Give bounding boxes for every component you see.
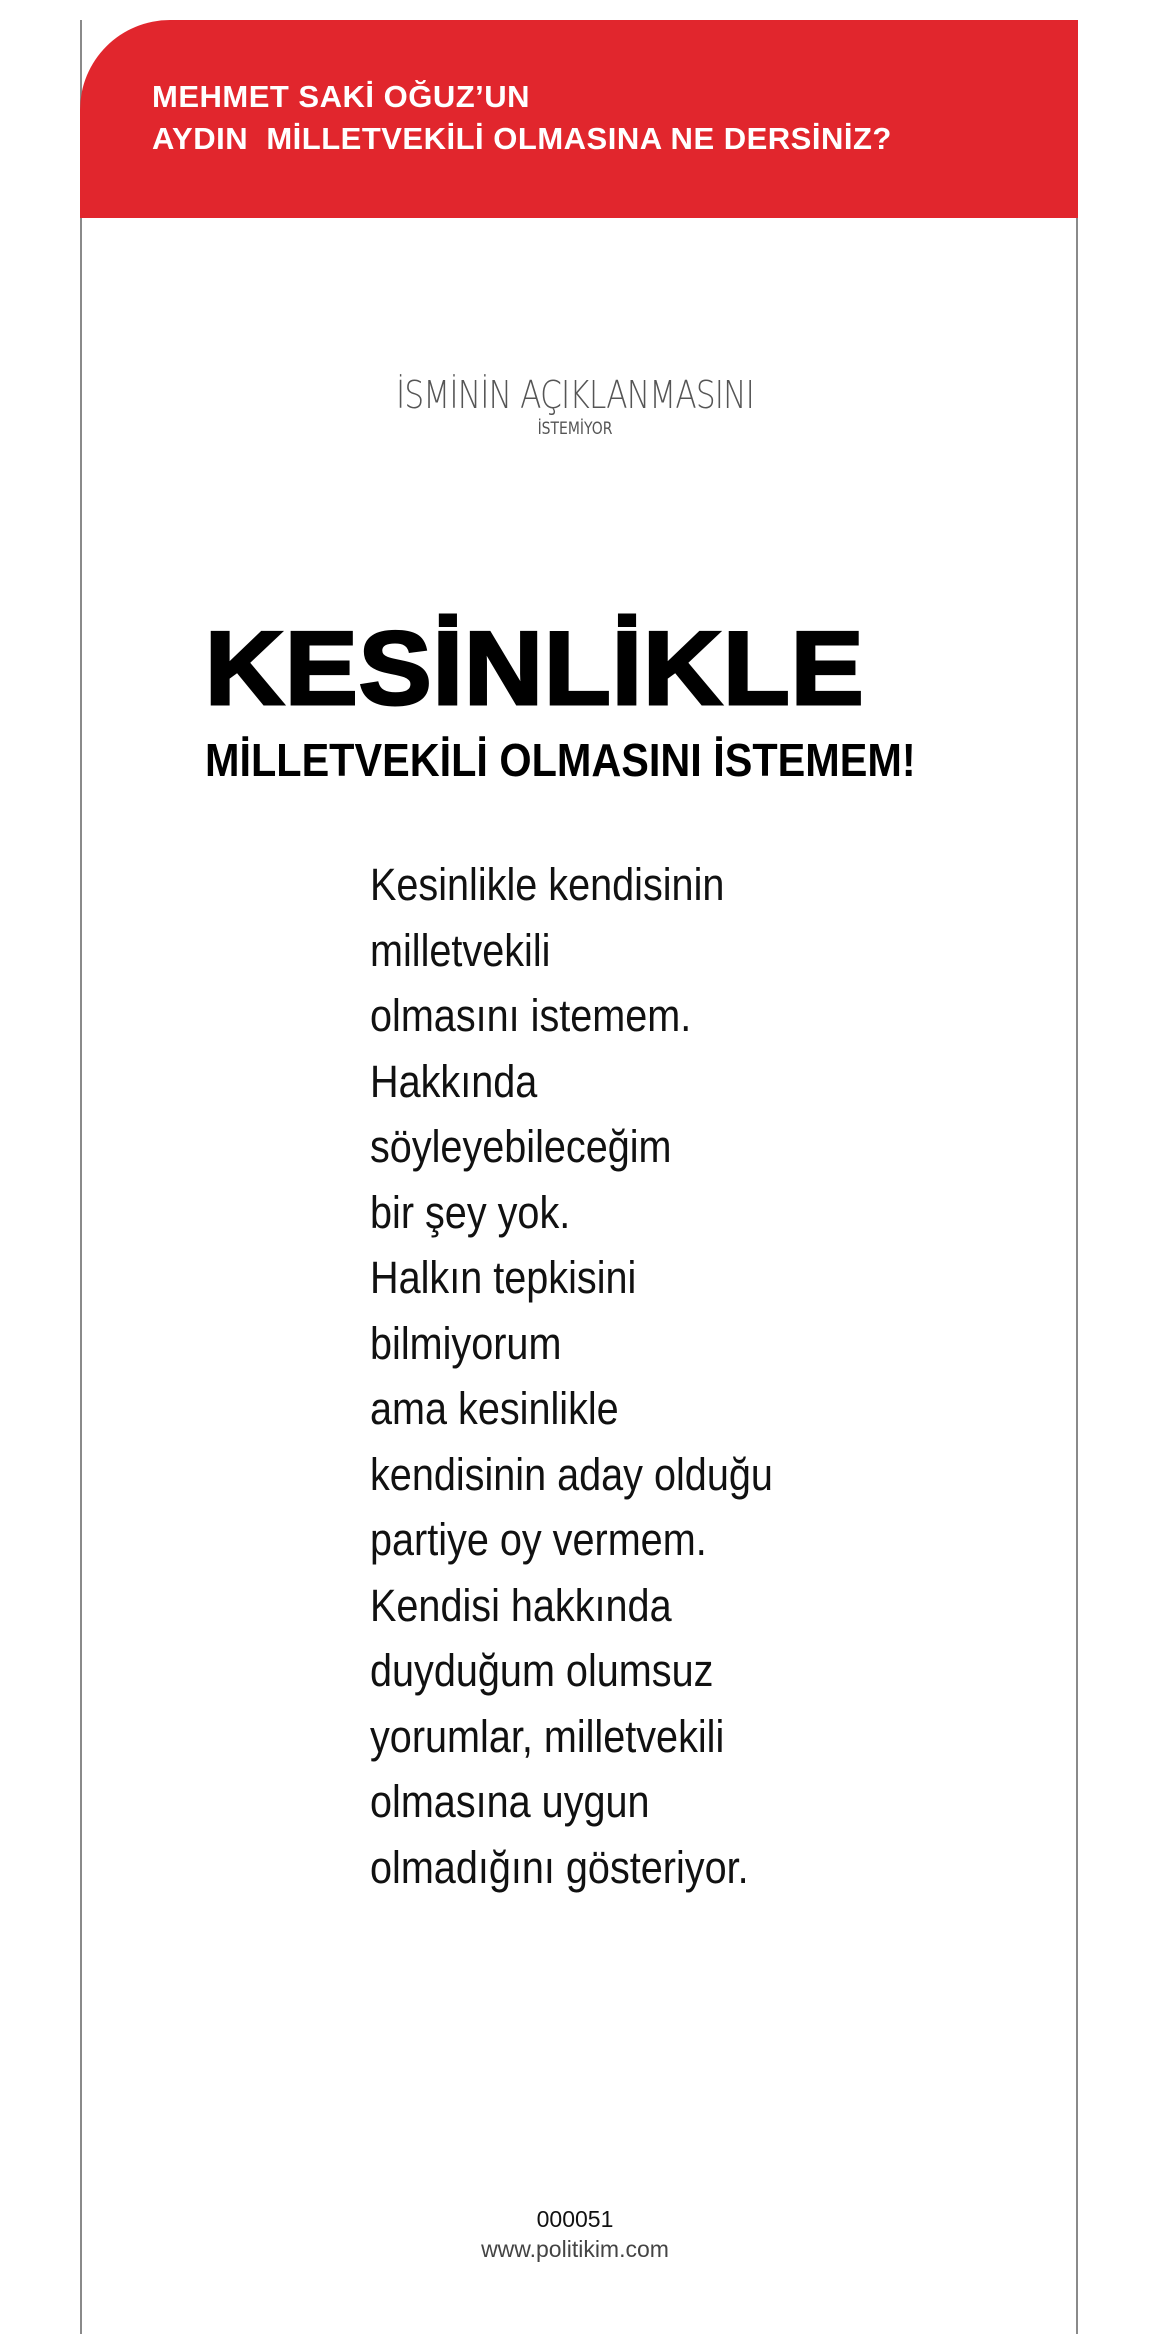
answer-line: bilmiyorum	[370, 1317, 562, 1369]
answer-headline	[205, 610, 1005, 788]
entry-code: 000051	[536, 2206, 614, 2232]
answer-line: yorumlar, milletvekili	[370, 1710, 725, 1762]
question-line-2: AYDIN MİLLETVEKİLİ OLMASINA NE DERSİNİZ?	[152, 121, 892, 156]
answer-headline-main: KESİNLİKLE	[205, 611, 865, 727]
answer-line: olmadığını gösteriyor.	[370, 1841, 749, 1893]
answer-line: olmasını istemem.	[370, 990, 692, 1041]
footer	[0, 2204, 1150, 2264]
answer-line: Kesinlikle kendisinin	[370, 859, 725, 910]
respondent-block	[0, 372, 1150, 440]
answer-line: duyduğum olumsuz	[370, 1645, 714, 1696]
site-url: www.politikim.com	[481, 2236, 669, 2262]
answer-line: Kendisi hakkında	[370, 1579, 672, 1631]
respondent-note: İSTEMİYOR	[537, 419, 613, 439]
answer-line: olmasına uygun	[370, 1776, 650, 1827]
answer-line: Hakkında	[370, 1055, 538, 1107]
answer-line: ama kesinlikle	[370, 1383, 619, 1434]
answer-line: Halkın tepkisini	[370, 1252, 637, 1303]
answer-line: partiye oy vermem.	[370, 1514, 707, 1565]
answer-line: milletvekili	[370, 924, 551, 976]
answer-headline-sub: MİLLETVEKİLİ OLMASINI İSTEMEM!	[205, 734, 916, 786]
answer-line: söyleyebileceğim	[370, 1121, 672, 1172]
question-line-1: MEHMET SAKİ OĞUZ’UN	[152, 79, 531, 114]
answer-body	[370, 852, 930, 1900]
answer-line: bir şey yok.	[370, 1186, 571, 1238]
respondent-name: İSMİNİN AÇIKLANMASINI	[395, 373, 755, 417]
answer-line: kendisinin aday olduğu	[370, 1448, 773, 1500]
question-banner	[80, 20, 1078, 218]
